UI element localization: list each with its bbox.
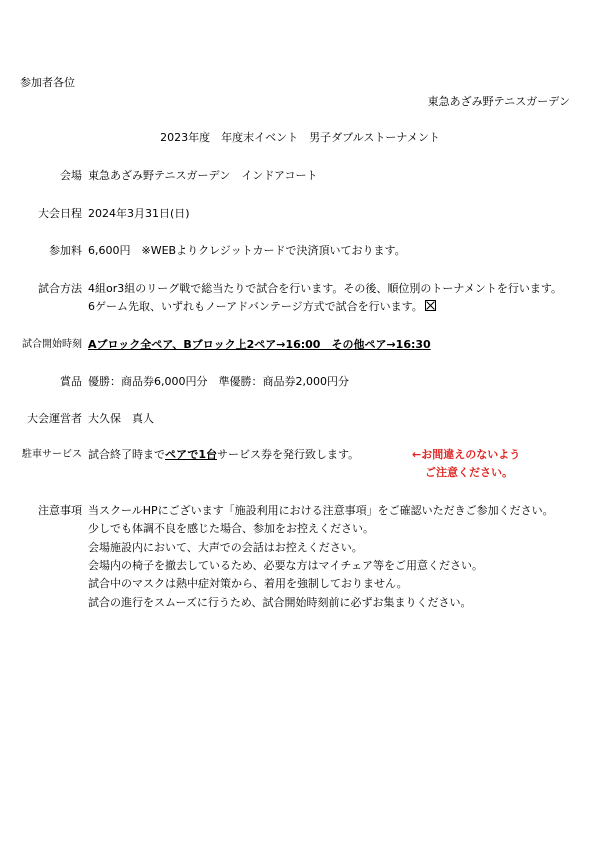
parking-warning-line-2: ご注意ください。 bbox=[425, 466, 513, 479]
parking-warning-line-1: ←お間違えのないよう bbox=[412, 448, 521, 461]
parking-text-emphasis: ペアで1台 bbox=[165, 448, 217, 461]
format-line-1: 4組or3組のリーグ戦で総当たりで試合を行います。その後、順位別のトーナメントを行います。 bbox=[88, 282, 563, 295]
notes-line: 当スクールHPにございます「施設利用における注意事項」をご確認いただきご参加ください。 bbox=[88, 504, 554, 517]
prizes-value: 優勝：商品券6,000円分 準優勝：商品券2,000円分 bbox=[88, 375, 349, 388]
date-value: 2024年3月31日(日) bbox=[88, 207, 190, 220]
format-label: 試合方法 bbox=[38, 282, 82, 295]
parking-text-before: 試合終了時まで bbox=[88, 448, 165, 461]
prizes-label: 賞品 bbox=[60, 375, 82, 388]
notes-line: 試合の進行をスムーズに行うため、試合開始時刻前に必ずお集まりください。 bbox=[88, 596, 472, 609]
notes-line: 少しでも体調不良を感じた場合、参加をお控えください。 bbox=[88, 522, 374, 535]
venue-value: 東急あざみ野テニスガーデン インドアコート bbox=[88, 169, 318, 182]
venue-label: 会場 bbox=[60, 169, 82, 182]
manager-value: 大久保 真人 bbox=[88, 412, 154, 425]
notes-line: 試合中のマスクは熱中症対策から、着用を強制しておりません。 bbox=[88, 577, 408, 590]
parking-text bbox=[88, 446, 359, 464]
start-time-value: Aブロック全ペア、Bブロック上2ペア→16:00 その他ペア→16:30 bbox=[88, 338, 431, 351]
format-line-2: 6ゲーム先取、いずれもノーアドバンテージ方式で試合を行います。 bbox=[88, 300, 423, 313]
notes-line: 会場施設内において、大声での会話はお控えください。 bbox=[88, 541, 363, 554]
fee-label: 参加料 bbox=[49, 244, 82, 257]
date-label: 大会日程 bbox=[38, 207, 82, 220]
document-title: 2023年度 年度末イベント 男子ダブルストーナメント bbox=[160, 131, 440, 144]
notes-line: 会場内の椅子を撤去しているため、必要な方はマイチェア等をご用意ください。 bbox=[88, 559, 484, 572]
format-line-2-wrap bbox=[88, 298, 436, 316]
crossed-box-icon bbox=[425, 300, 436, 311]
manager-label: 大会運営者 bbox=[27, 412, 82, 425]
parking-label: 駐車サービス bbox=[22, 449, 82, 460]
parking-text-after: サービス券を発行致します。 bbox=[216, 448, 360, 461]
start-time-label: 試合開始時刻 bbox=[22, 339, 82, 350]
organizer-name: 東急あざみ野テニスガーデン bbox=[427, 95, 570, 108]
fee-value: 6,600円 ※WEBよりクレジットカードで決済頂いております。 bbox=[88, 244, 406, 257]
notes-label: 注意事項 bbox=[38, 504, 82, 517]
addressee: 参加者各位 bbox=[20, 76, 75, 89]
